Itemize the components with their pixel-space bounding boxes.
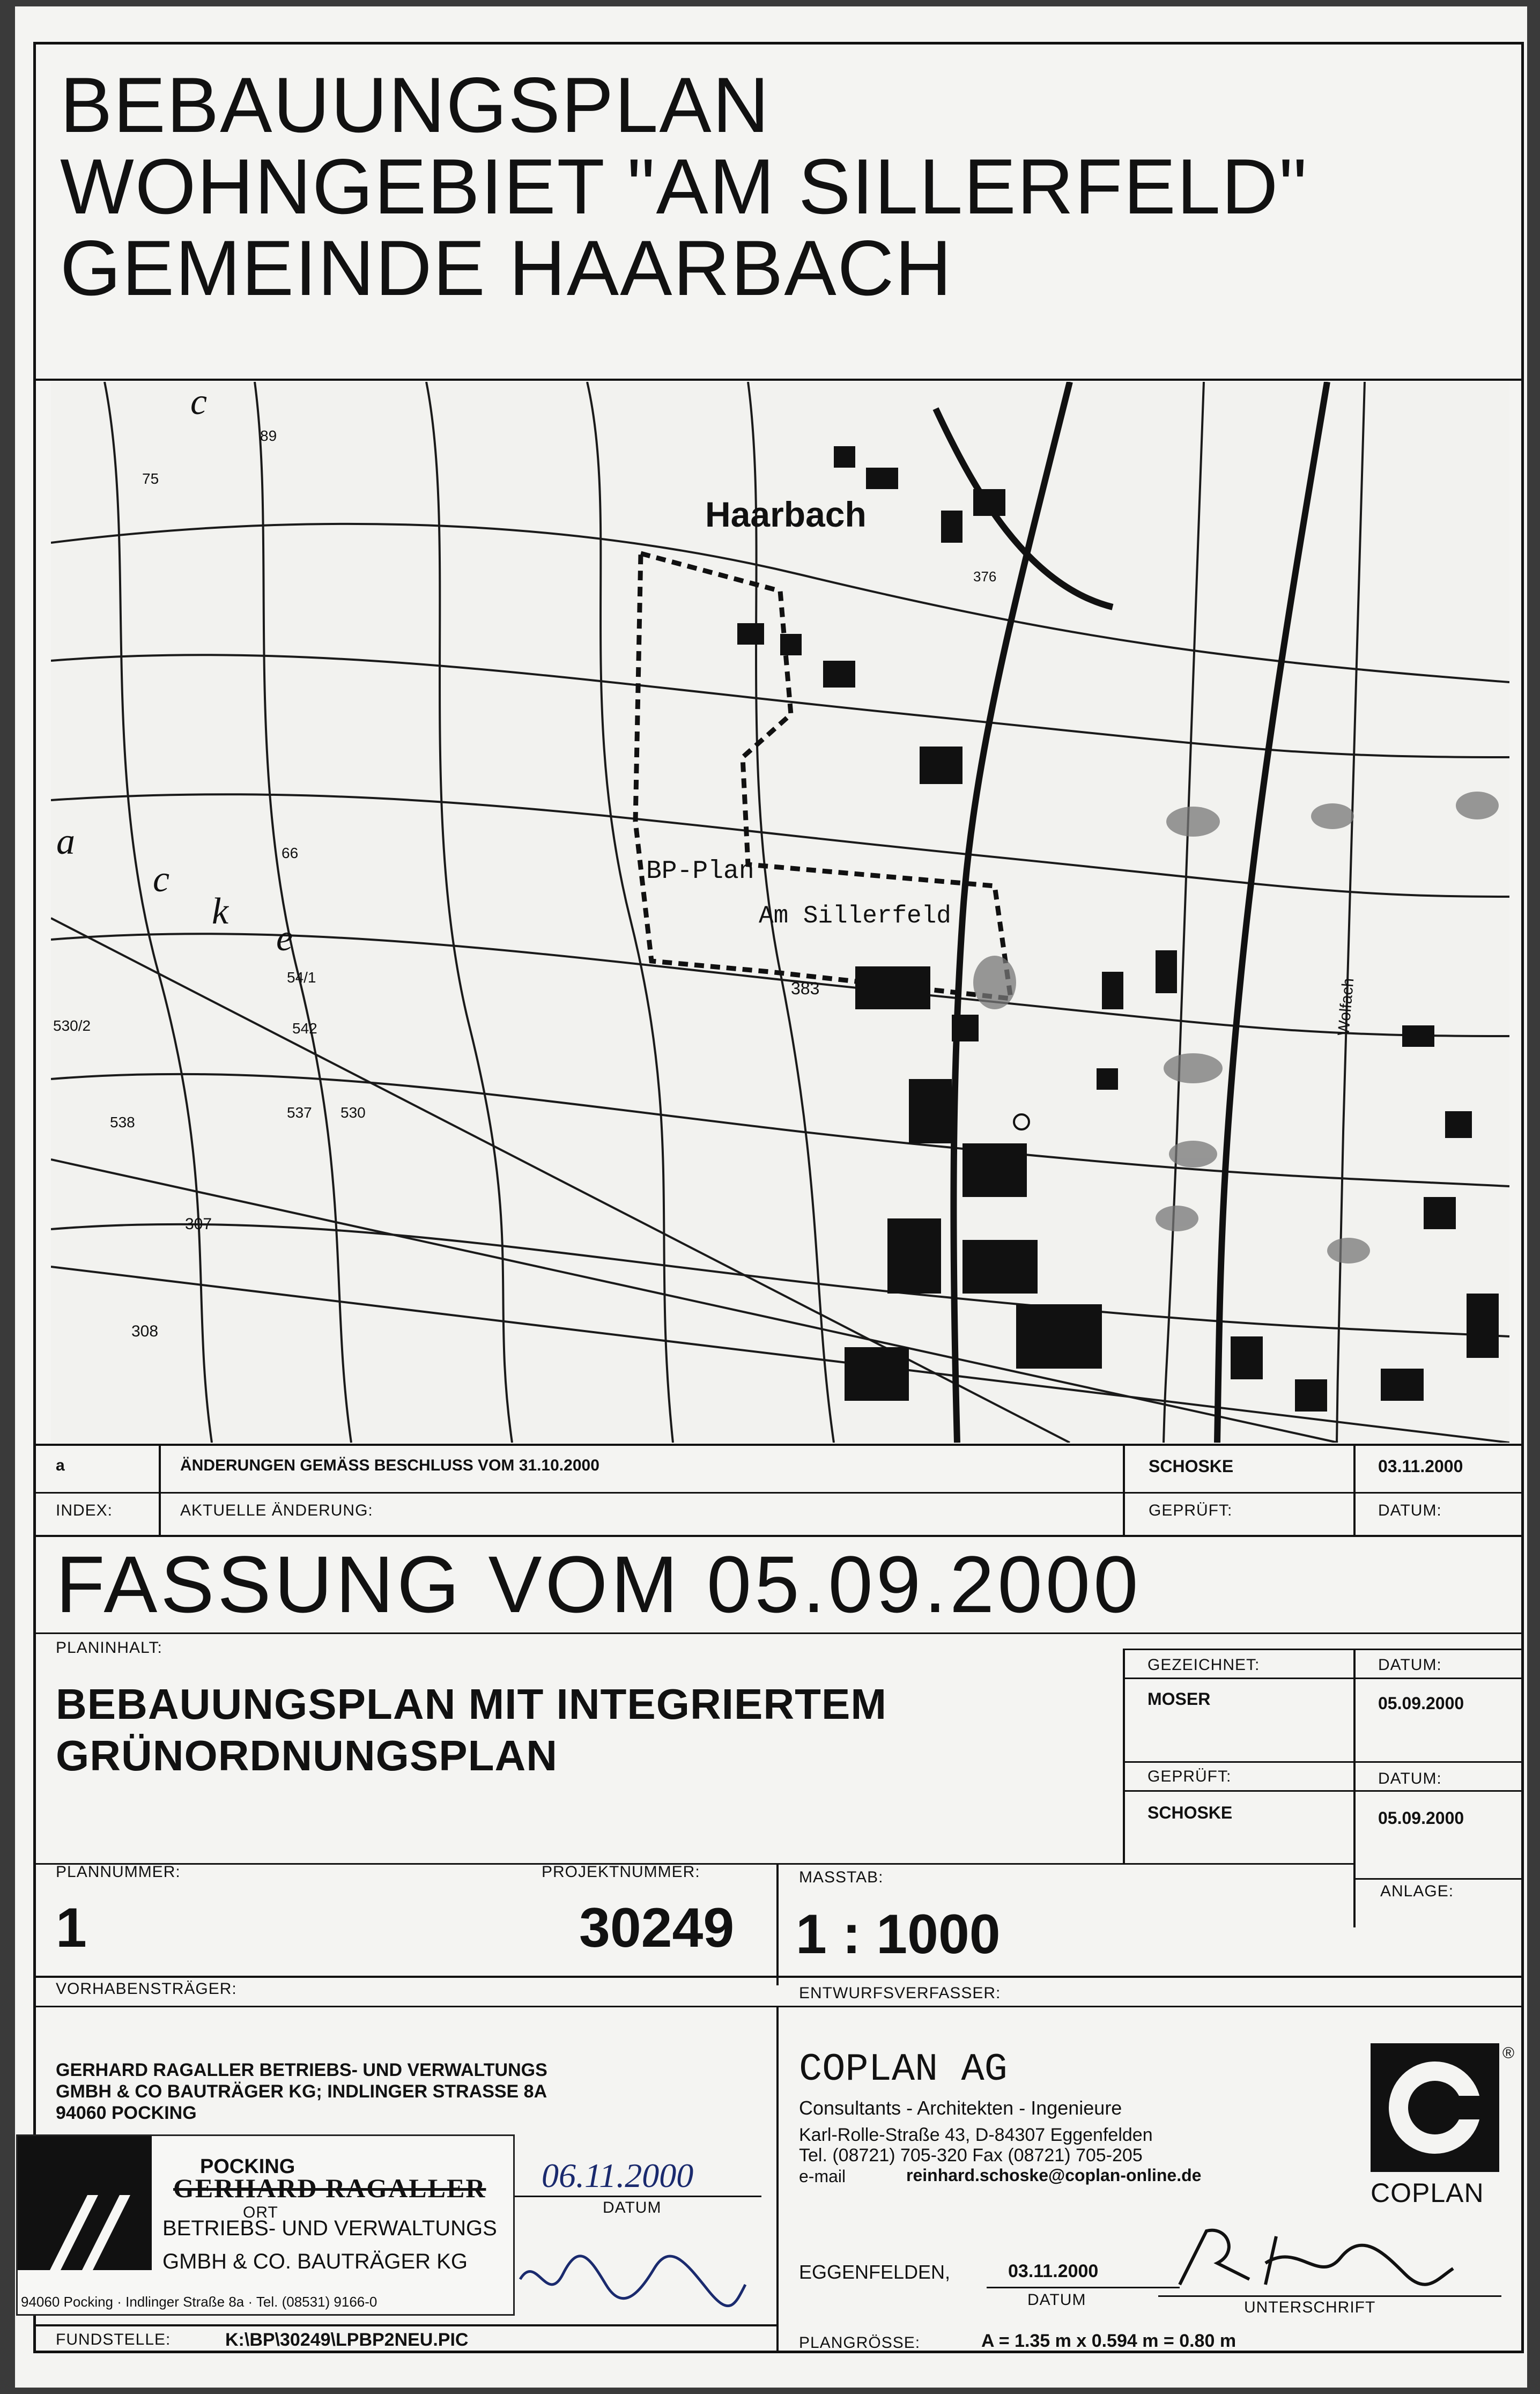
map-border-letter-e: e — [276, 918, 293, 959]
index-label: INDEX: — [56, 1502, 113, 1519]
version-heading: FASSUNG VOM 05.09.2000 — [56, 1539, 1142, 1629]
divider — [1123, 1649, 1524, 1650]
map-elevation-89: 89 — [260, 427, 277, 444]
handwritten-date: 06.11.2000 — [542, 2156, 694, 2194]
divider — [1123, 1678, 1524, 1679]
divider — [1353, 1444, 1356, 1535]
divider — [33, 379, 1524, 381]
client-details — [56, 2059, 547, 2124]
drawn-date-label: DATUM: — [1378, 1656, 1442, 1674]
plan-content — [56, 1679, 887, 1782]
map-elevation-530: 530 — [340, 1104, 366, 1121]
revision-checker: SCHOSKE — [1149, 1457, 1234, 1476]
divider — [33, 1444, 1524, 1446]
map-elevation-54-1: 54/1 — [287, 969, 316, 986]
source-value: K:\BP\30249\LPBP2NEU.PIC — [225, 2330, 469, 2350]
revision-date: 03.11.2000 — [1378, 1457, 1463, 1476]
divider — [776, 2006, 779, 2353]
designer-label: ENTWURFSVERFASSER: — [799, 1984, 1001, 2002]
divider — [33, 1492, 1524, 1494]
project-number: 30249 — [579, 1897, 735, 1959]
site-map — [51, 382, 1509, 1443]
title-line-1: BEBAUUNGSPLAN — [60, 61, 771, 149]
divider — [159, 1444, 161, 1535]
client-line-3: 94060 POCKING — [56, 2103, 197, 2123]
divider — [1123, 1761, 1524, 1763]
divider — [33, 1535, 1524, 1537]
stamp-top: POCKING — [200, 2155, 295, 2178]
stamp-address: 94060 Pocking · Indlinger Straße 8a · Tel. (08531) 9166-0 — [21, 2294, 377, 2310]
revision-checked-label: GEPRÜFT: — [1149, 1502, 1233, 1519]
coplan-logo-icon — [1371, 2043, 1499, 2172]
drawn-checked-date-label: DATUM: — [1378, 1770, 1442, 1787]
client-line-1: GERHARD RAGALLER BETRIEBS- UND VERWALTUNGS — [56, 2060, 547, 2080]
title-line-3: GEMEINDE HAARBACH — [60, 224, 953, 312]
stamp-logo-icon — [18, 2136, 152, 2270]
plan-content-label: PLANINHALT: — [56, 1639, 162, 1657]
designer-email: reinhard.schoske@coplan-online.de — [906, 2166, 1202, 2185]
stamp-ort-label: ORT — [243, 2204, 278, 2221]
client-signature — [515, 2242, 751, 2317]
map-label-bp-plan: BP-Plan — [646, 857, 754, 886]
map-elevation-542: 542 — [292, 1020, 317, 1037]
client-line-2: GMBH & CO BAUTRÄGER KG; INDLINGER STRASSE 8A — [56, 2081, 547, 2102]
map-elevation-537: 537 — [287, 1104, 312, 1121]
plan-content-line-2: GRÜNORDNUNGSPLAN — [56, 1732, 558, 1779]
divider — [33, 1632, 1524, 1634]
divider — [515, 2196, 761, 2197]
designer-email-label: e-mail — [799, 2167, 846, 2186]
divider — [1123, 1444, 1125, 1535]
project-number-label: PROJEKTNUMMER: — [542, 1863, 700, 1881]
checked-by: SCHOSKE — [1147, 1803, 1233, 1822]
map-elevation-538: 538 — [110, 1114, 135, 1130]
map-elevation-376: 376 — [973, 568, 997, 585]
divider — [1158, 2295, 1501, 2297]
map-elevation-307: 307 — [185, 1215, 212, 1233]
map-border-letter-k: k — [212, 891, 229, 932]
drawn-checked-label: GEPRÜFT: — [1147, 1768, 1232, 1785]
drawn-date: 05.09.2000 — [1378, 1694, 1464, 1713]
map-border-letter-c: c — [153, 859, 170, 900]
divider — [33, 2006, 1524, 2007]
scale-value: 1 : 1000 — [796, 1903, 1001, 1966]
client-date-label: DATUM — [603, 2199, 662, 2216]
divider — [33, 1976, 1524, 1978]
designer-signature — [1158, 2220, 1458, 2301]
revision-index-value: a — [56, 1457, 65, 1474]
map-elevation-383: 383 — [791, 979, 820, 998]
attachment-label: ANLAGE: — [1380, 1882, 1454, 1900]
coplan-logo-text: COPLAN — [1371, 2178, 1484, 2208]
designer-date-label: DATUM — [1027, 2291, 1086, 2309]
source-label: FUNDSTELLE: — [56, 2331, 171, 2348]
plan-title — [60, 61, 1308, 312]
stamp-line-2: BETRIEBS- UND VERWALTUNGS — [162, 2216, 497, 2240]
divider — [776, 1863, 779, 1985]
divider — [1353, 1878, 1524, 1880]
map-border-letter-c-top: c — [190, 382, 208, 423]
checked-date: 05.09.2000 — [1378, 1808, 1464, 1828]
designer-tagline: Consultants - Architekten - Ingenieure — [799, 2097, 1122, 2119]
revision-date-label: DATUM: — [1378, 1502, 1442, 1519]
divider — [33, 2324, 776, 2326]
plan-number: 1 — [56, 1897, 87, 1959]
map-label-am-sillerfeld: Am Sillerfeld — [759, 902, 951, 930]
designer-address: Karl-Rolle-Straße 43, D-84307 Eggenfelden — [799, 2125, 1153, 2145]
map-elevation-66: 66 — [282, 845, 299, 861]
plan-size-value: A = 1.35 m x 0.594 m = 0.80 m — [981, 2331, 1237, 2351]
map-elevation-530-2: 530/2 — [53, 1017, 91, 1034]
map-label-wolfach: Wolfach — [1335, 977, 1358, 1037]
drawn-label: GEZEICHNET: — [1147, 1656, 1260, 1674]
designer-phone: Tel. (08721) 705-320 Fax (08721) 705-205 — [799, 2145, 1143, 2166]
stamp-name: GERHARD RAGALLER — [173, 2173, 486, 2203]
stamp-line-3: GMBH & CO. BAUTRÄGER KG — [162, 2250, 468, 2273]
title-line-2: WOHNGEBIET "AM SILLERFELD" — [60, 143, 1308, 230]
map-elevation-308: 308 — [131, 1322, 159, 1340]
client-label: VORHABENSTRÄGER: — [56, 1980, 237, 1998]
divider — [1123, 1790, 1524, 1792]
plan-content-line-1: BEBAUUNGSPLAN MIT INTEGRIERTEM — [56, 1680, 887, 1728]
divider — [987, 2287, 1180, 2288]
plan-number-label: PLANNUMMER: — [56, 1863, 181, 1881]
map-elevation-75: 75 — [142, 470, 159, 487]
map-label-haarbach: Haarbach — [705, 494, 867, 534]
divider — [1353, 1649, 1356, 1927]
map-border-letter-a: a — [56, 821, 75, 862]
company-stamp — [16, 2134, 515, 2316]
plan-size-label: PLANGRÖSSE: — [799, 2334, 921, 2352]
drawn-by: MOSER — [1147, 1689, 1211, 1709]
sign-place: EGGENFELDEN, — [799, 2261, 951, 2283]
revision-change-text: ÄNDERUNGEN GEMÄSS BESCHLUSS VOM 31.10.2000 — [180, 1457, 599, 1474]
divider — [1123, 1649, 1125, 1863]
registered-mark: ® — [1502, 2044, 1515, 2062]
designer-company: COPLAN AG — [799, 2048, 1008, 2092]
scale-label: MASSTAB: — [799, 1868, 884, 1886]
current-change-label: AKTUELLE ÄNDERUNG: — [180, 1502, 373, 1519]
signature-label: UNTERSCHRIFT — [1244, 2299, 1376, 2316]
sign-date: 03.11.2000 — [1008, 2261, 1099, 2281]
